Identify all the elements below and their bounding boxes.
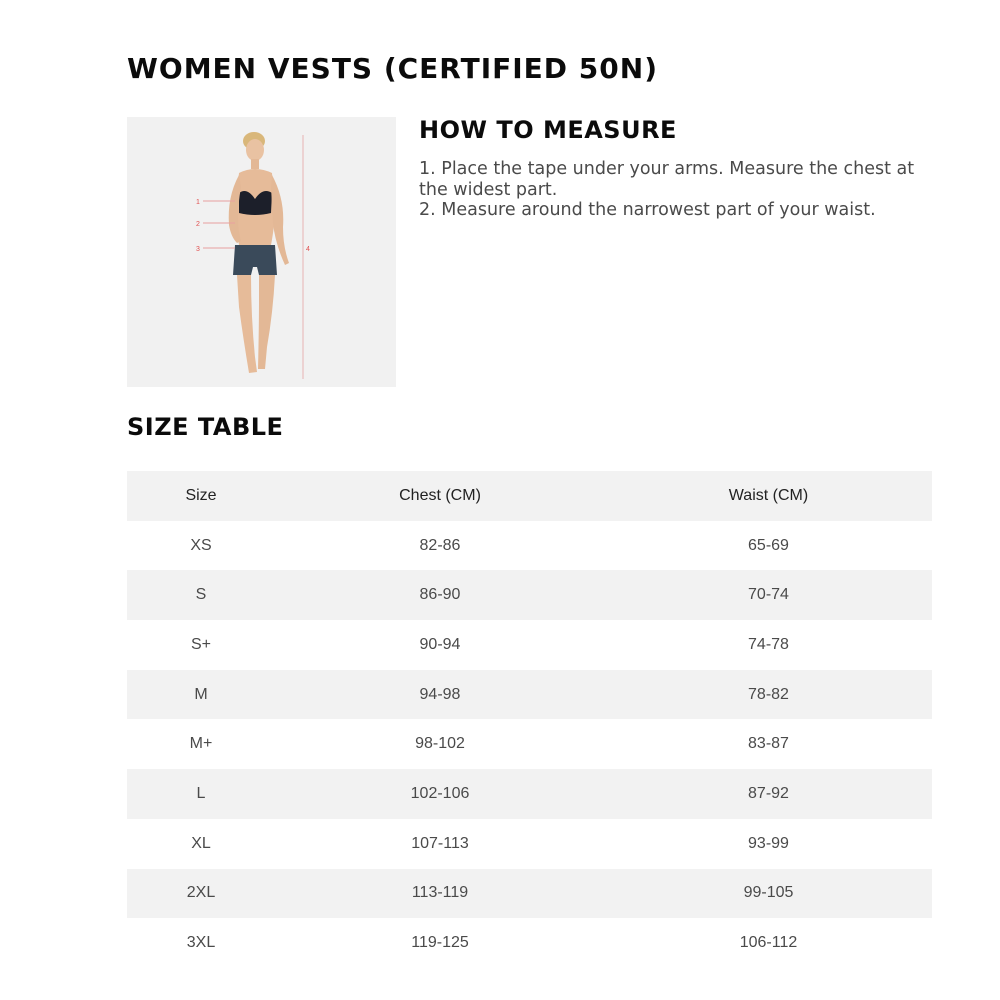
marker-label-3: 3: [196, 246, 200, 253]
size-cell: S+: [190, 635, 211, 653]
table-row: [127, 769, 932, 819]
size-cell: 2XL: [186, 884, 216, 902]
table-row: [127, 918, 932, 968]
waist-cell: 106-112: [739, 934, 798, 952]
how-to-measure-heading: HOW TO MEASURE: [419, 116, 677, 144]
chest-cell: 107-113: [411, 834, 469, 852]
size-cell: 3XL: [186, 934, 216, 952]
table-row: [127, 620, 932, 670]
marker-label-1: 1: [196, 199, 200, 206]
chest-cell: 82-86: [419, 536, 461, 554]
measure-step-1: 1. Place the tape under your arms. Measure the chest at the widest part.: [419, 159, 915, 200]
marker-label-4: 4: [306, 246, 310, 253]
size-cell: M+: [189, 735, 213, 753]
chest-cell: 90-94: [419, 635, 461, 653]
measure-step-2: 2. Measure around the narrowest part of your waist.: [419, 200, 876, 220]
table-row: [127, 819, 932, 869]
waist-cell: 93-99: [748, 834, 789, 852]
waist-cell: 65-69: [748, 536, 789, 554]
waist-cell: 87-92: [748, 784, 789, 802]
column-header-chest: Chest (CM): [399, 486, 481, 504]
size-cell: M: [194, 685, 208, 703]
size-cell: L: [196, 784, 206, 802]
table-row: [127, 719, 932, 769]
waist-cell: 70-74: [748, 586, 789, 604]
size-table-heading: SIZE TABLE: [127, 413, 284, 441]
size-cell: XS: [190, 536, 212, 554]
chest-cell: 98-102: [415, 735, 465, 753]
table-header-row: [127, 471, 932, 521]
model-measurement-image: [127, 117, 396, 387]
how-to-measure-instructions: [419, 159, 919, 221]
table-row: [127, 869, 932, 919]
waist-cell: 74-78: [748, 635, 789, 653]
waist-cell: 99-105: [743, 884, 794, 902]
table-row: [127, 670, 932, 720]
table-row: [127, 570, 932, 620]
chest-cell: 86-90: [419, 586, 461, 604]
size-table: [127, 471, 932, 968]
marker-label-2: 2: [196, 221, 200, 228]
page-title: WOMEN VESTS (CERTIFIED 50N): [127, 52, 658, 85]
chest-cell: 102-106: [410, 784, 470, 802]
chest-cell: 113-119: [411, 884, 469, 902]
size-cell: XL: [191, 834, 211, 852]
waist-cell: 78-82: [748, 685, 789, 703]
waist-cell: 83-87: [748, 735, 789, 753]
size-cell: S: [195, 586, 207, 604]
chest-cell: 94-98: [419, 685, 461, 703]
table-row: [127, 521, 932, 571]
column-header-size: Size: [185, 486, 217, 504]
chest-cell: 119-125: [411, 934, 469, 952]
column-header-waist: Waist (CM): [728, 486, 809, 504]
model-figure-illustration: [127, 117, 396, 387]
